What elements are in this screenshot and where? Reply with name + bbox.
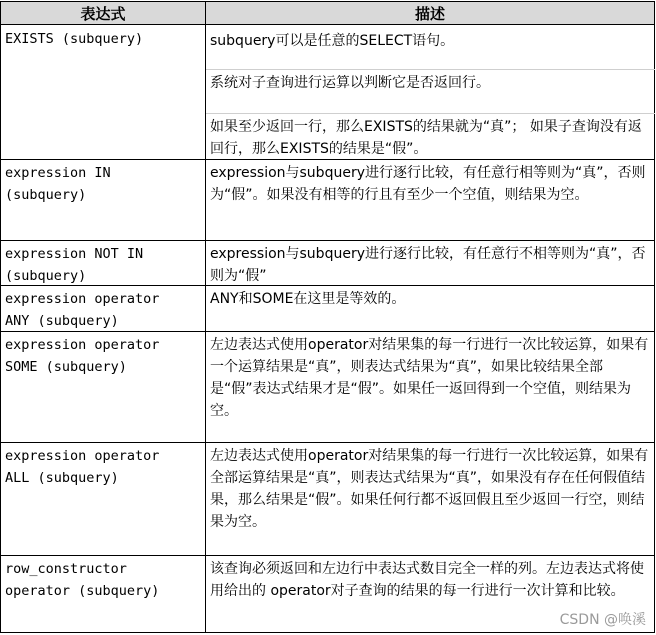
table-border-left (0, 1, 1, 632)
table-row-description: expression与subquery进行逐行比较，有任意行不相等则为“真”，否则为“假” (210, 246, 646, 284)
sub-row-divider (206, 69, 655, 70)
table-row-expression: expression IN (subquery) (5, 165, 111, 203)
table-row-expression: row_constructor operator (subquery) (5, 561, 160, 599)
table-row-description: 左边表达式使用operator对结果集的每一行进行一次比较运算，如果有全部运算结果是“真”，则表达式结果为“真”，如果没有存在任何假值结果，那么结果是“假”。如果任何行都不返回假且至少返回一行空，则结果为空。 (210, 448, 649, 530)
header-expression: 表达式 (0, 1, 206, 25)
table-border-right (654, 1, 655, 632)
row-divider (0, 240, 655, 241)
sub-row-divider (206, 113, 655, 114)
table-row-expression: expression operator ALL (subquery) (5, 448, 160, 486)
table-row-expression: expression operator SOME (subquery) (5, 337, 160, 375)
table-border-bottom (0, 632, 655, 633)
table-row-expression: EXISTS (subquery) (5, 31, 144, 47)
row-divider (0, 442, 655, 443)
row-divider (0, 555, 655, 556)
table-row-description: 该查询必须返回和左边行中表达式数目完全一样的列。左边表达式将使用给出的 operator对子查询的结果的每一行进行一次计算和比较。 (210, 561, 644, 599)
header-description: 描述 (206, 1, 655, 25)
table-row-description: ANY和SOME在这里是等效的。 (210, 291, 406, 307)
table-row-description: 如果至少返回一行，那么EXISTS的结果就为“真”； 如果子查询没有返回行，那么EXISTS的结果是“假”。 (210, 119, 642, 157)
table-row-expression: expression operator ANY (subquery) (5, 291, 160, 329)
watermark: CSDN @唤溪 (559, 612, 646, 628)
table-row-description: expression与subquery进行逐行比较，有任意行相等则为“真”，否则为“假”。如果没有相等的行且有至少一个空值，则结果为空。 (210, 165, 646, 203)
column-divider (205, 1, 206, 632)
table-row-description: 左边表达式使用operator对结果集的每一行进行一次比较运算，如果有一个运算结果是“真”，则表达式结果为“真”，如果比较结果全部是“假”表达式结果才是“假”。如果任一返回得到一个空值，则结果为空。 (210, 337, 649, 419)
table-row-expression: expression NOT IN (subquery) (5, 246, 144, 284)
table-row-description: 系统对子查询进行运算以判断它是否返回行。 (210, 75, 490, 91)
table-row-description: subquery可以是任意的SELECT语句。 (210, 33, 455, 49)
